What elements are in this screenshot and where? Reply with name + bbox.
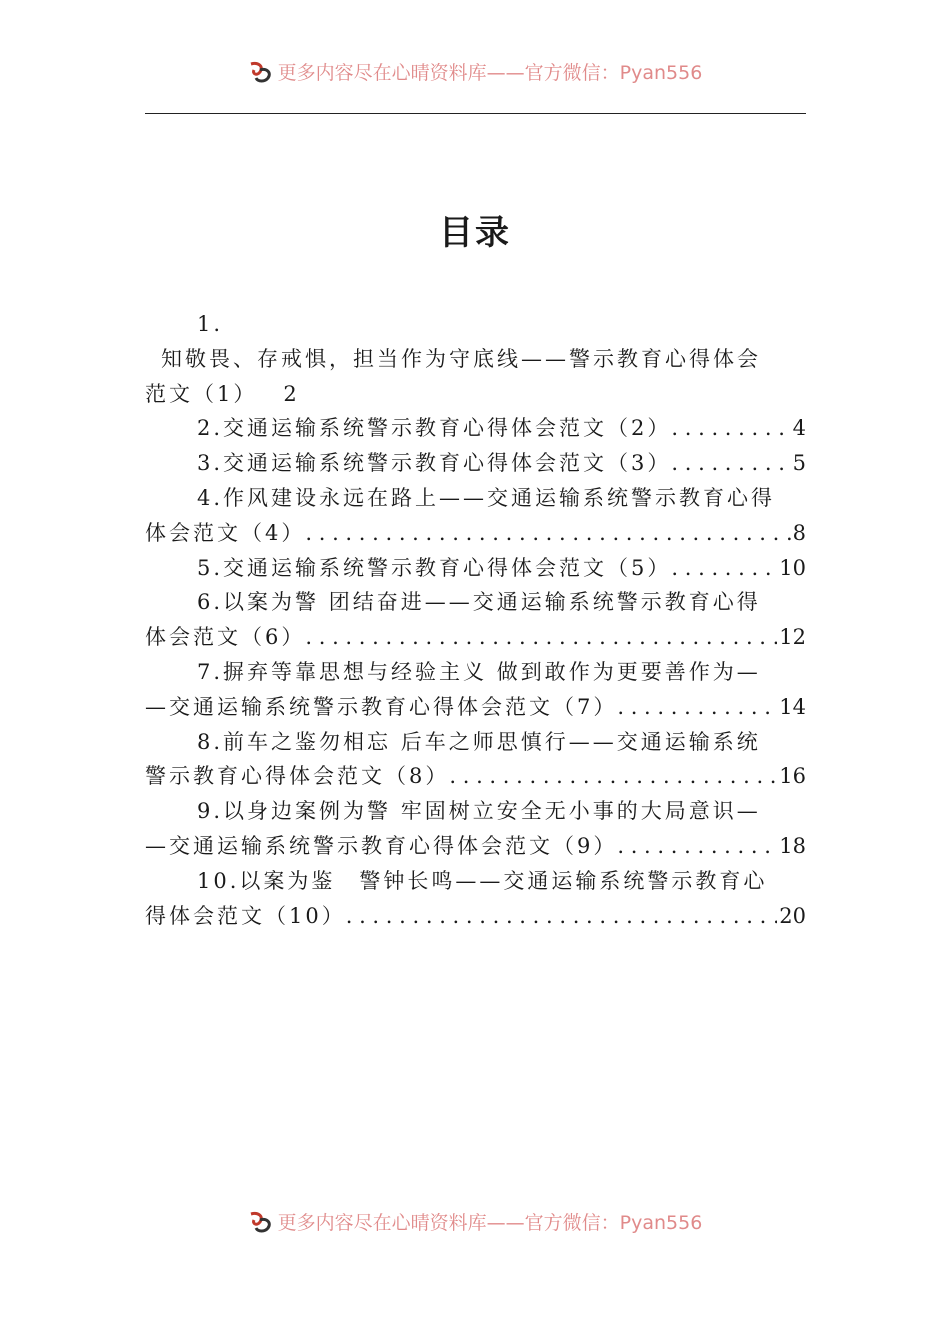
toc-entry-text: 8.前车之鉴勿相忘 后车之师思慎行——交通运输系统 [197, 729, 761, 754]
header-watermark [0, 58, 950, 85]
toc-page-number: 16 [779, 764, 806, 789]
toc-page-number: 10 [779, 555, 806, 580]
toc-entry-text: 4.作风建设永远在路上——交通运输系统警示教育心得 [197, 485, 776, 510]
toc-entry-text: 警示教育心得体会范文（8） [145, 764, 450, 789]
watermark-logo-icon [248, 60, 274, 84]
toc-page-number: 4 [792, 416, 806, 441]
watermark-logo-icon [248, 1210, 274, 1234]
table-of-contents [145, 307, 806, 933]
toc-entry[interactable] [145, 725, 806, 795]
toc-entry[interactable] [145, 585, 806, 655]
toc-page-number: 12 [779, 625, 806, 650]
toc-entry[interactable] [145, 446, 806, 481]
footer-watermark [0, 1208, 950, 1235]
toc-entry-text: 3.交通运输系统警示教育心得体会范文（3） [197, 451, 672, 476]
toc-leader-dots [617, 690, 777, 725]
toc-page-number: 18 [779, 833, 806, 858]
toc-entry[interactable] [145, 864, 806, 934]
toc-entry-text: 10.以案为鉴 警钟长鸣——交通运输系统警示教育心 [197, 868, 768, 893]
toc-page-number: 2 [283, 381, 297, 406]
toc-entry-text: —交通运输系统警示教育心得体会范文（7） [145, 694, 618, 719]
watermark-text: 更多内容尽在心晴资料库——官方微信：Pyan556 [277, 1212, 703, 1234]
toc-page-number: 14 [779, 694, 806, 719]
toc-entry-text: 7.摒弃等靠思想与经验主义 做到敢作为更要善作为— [197, 659, 761, 684]
toc-page-number: 8 [792, 520, 806, 545]
toc-entry-text: 1. [197, 312, 224, 336]
toc-entry-text: 9.以身边案例为警 牢固树立安全无小事的大局意识— [197, 799, 761, 824]
toc-entry-text: 5.交通运输系统警示教育心得体会范文（5） [197, 555, 672, 580]
toc-entry[interactable] [145, 655, 806, 725]
toc-leader-dots [305, 516, 790, 551]
toc-page-number: 5 [792, 451, 806, 476]
toc-leader-dots [346, 899, 778, 934]
toc-leader-dots [671, 551, 777, 586]
toc-leader-dots [449, 759, 777, 794]
toc-entry-text: 知敬畏、存戒惧，担当作为守底线——警示教育心得体会 [161, 346, 761, 371]
toc-entry-text: —交通运输系统警示教育心得体会范文（9） [145, 833, 618, 858]
toc-entry[interactable] [145, 411, 806, 446]
toc-entry-text: 体会范文（6） [145, 625, 306, 650]
toc-entry-text: 6.以案为警 团结奋进——交通运输系统警示教育心得 [197, 590, 761, 615]
toc-entry-text: 得体会范文（10） [145, 903, 346, 928]
toc-leader-dots [305, 620, 777, 655]
toc-entry-text: 体会范文（4） [145, 520, 306, 545]
toc-entry-text: 2.交通运输系统警示教育心得体会范文（2） [197, 416, 672, 441]
toc-leader-dots [617, 829, 777, 864]
toc-entry[interactable] [145, 481, 806, 551]
header-rule [145, 113, 806, 114]
toc-entry-text: 范文（1） [145, 381, 258, 406]
page-title: 目录 [439, 213, 511, 253]
toc-entry[interactable] [145, 307, 806, 411]
toc-page-number: 20 [779, 903, 806, 928]
toc-entry[interactable] [145, 794, 806, 864]
watermark-text: 更多内容尽在心晴资料库——官方微信：Pyan556 [277, 62, 703, 84]
toc-entry[interactable] [145, 551, 806, 586]
toc-leader-dots [671, 411, 790, 446]
toc-leader-dots [671, 446, 790, 481]
